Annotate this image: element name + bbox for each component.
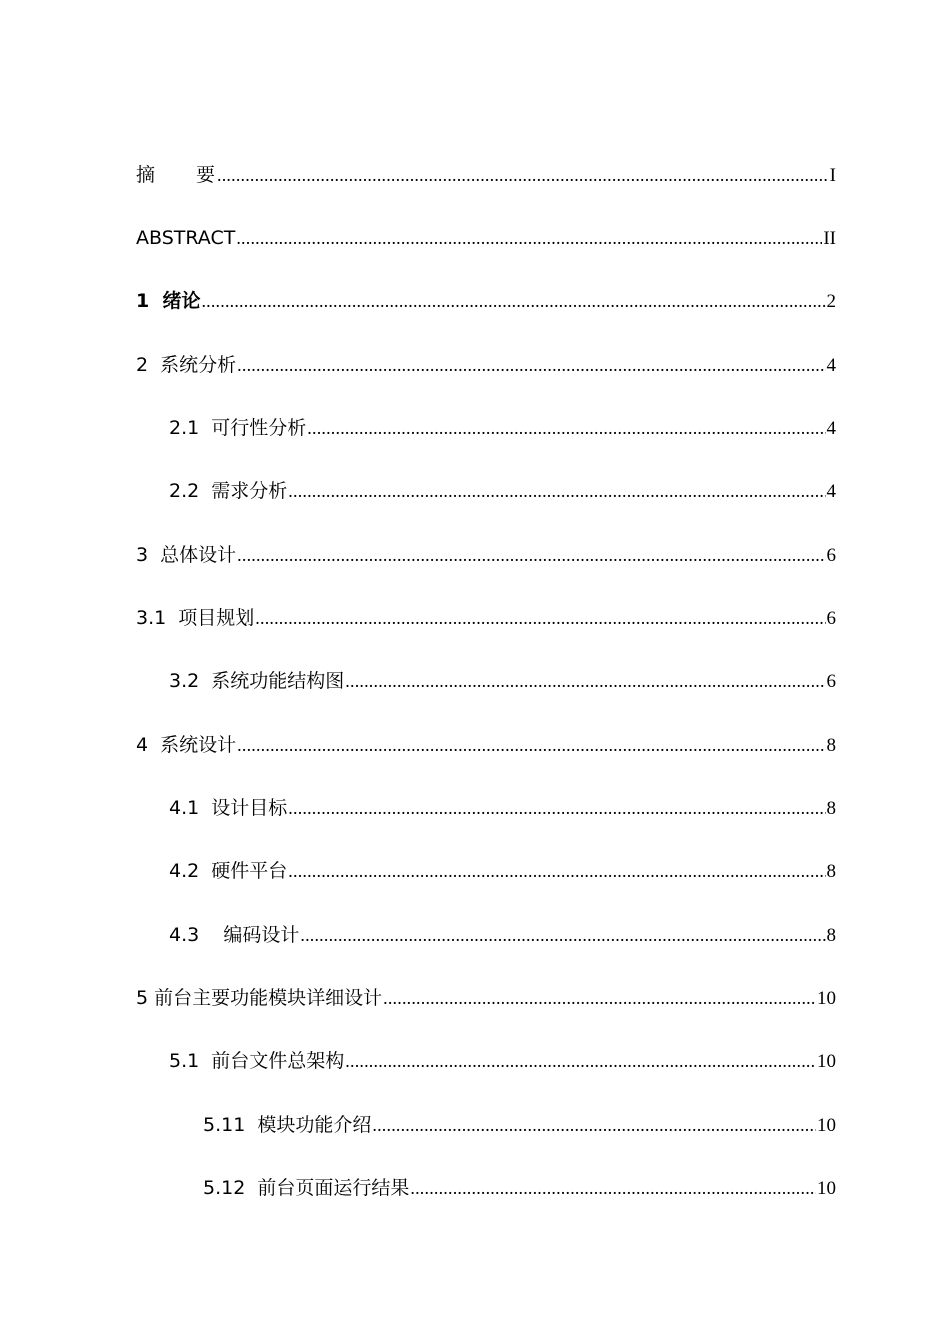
toc-leader-dots (237, 540, 825, 570)
toc-entry-page: 8 (826, 798, 836, 819)
toc-entry-page: 4 (826, 355, 836, 376)
toc-entry-page: 8 (826, 861, 836, 882)
toc-entry-page: 6 (826, 545, 836, 566)
toc-entry-section-4-2[interactable] (169, 856, 836, 886)
toc-leader-dots (201, 286, 825, 316)
toc-leader-dots (255, 603, 825, 633)
toc-leader-dots (237, 350, 825, 380)
toc-entry-chapter-5[interactable] (136, 983, 836, 1013)
toc-entry-chapter-1[interactable] (136, 286, 836, 316)
toc-entry-page: 2 (826, 291, 836, 312)
toc-entry-section-3-1[interactable] (136, 603, 836, 633)
toc-entry-abstract-en[interactable] (136, 223, 836, 253)
toc-leader-dots (410, 1173, 816, 1203)
toc-leader-dots (345, 1046, 816, 1076)
toc-entry-section-2-2[interactable] (169, 476, 836, 506)
toc-entry-page: 10 (817, 988, 836, 1009)
toc-entry-title: 5.1 前台文件总架构 (169, 1050, 345, 1072)
toc-entry-title: ABSTRACT (136, 227, 236, 249)
toc-leader-dots (236, 223, 822, 253)
toc-entry-section-5-11[interactable] (203, 1110, 836, 1140)
toc-entry-page: 10 (817, 1178, 836, 1199)
toc-entry-section-4-1[interactable] (169, 793, 836, 823)
toc-leader-dots (288, 476, 825, 506)
toc-entry-title: 3.2 系统功能结构图 (169, 670, 345, 692)
toc-entry-title: 4.3 编码设计 (169, 924, 300, 946)
toc-leader-dots (300, 920, 825, 950)
toc-leader-dots (217, 160, 829, 190)
toc-entry-page: II (823, 228, 836, 249)
toc-leader-dots (307, 413, 825, 443)
toc-entry-page: 6 (826, 608, 836, 629)
toc-entry-chapter-3[interactable] (136, 540, 836, 570)
toc-leader-dots (288, 856, 825, 886)
toc-entry-title: 4.1 设计目标 (169, 797, 288, 819)
toc-entry-title: 5.12 前台页面运行结果 (203, 1177, 410, 1199)
toc-entry-section-5-1[interactable] (169, 1046, 836, 1076)
toc-leader-dots (237, 730, 825, 760)
toc-entry-title: 2.2 需求分析 (169, 480, 288, 502)
toc-entry-title: 1 绪论 (136, 290, 201, 312)
toc-entry-page: 6 (826, 671, 836, 692)
toc-entry-section-4-3[interactable] (169, 920, 836, 950)
toc-leader-dots (383, 983, 816, 1013)
toc-entry-title: 3.1 项目规划 (136, 607, 255, 629)
toc-entry-chapter-4[interactable] (136, 730, 836, 760)
toc-leader-dots (372, 1110, 816, 1140)
toc-entry-title: 3 总体设计 (136, 544, 237, 566)
toc-entry-title: 4 系统设计 (136, 734, 237, 756)
toc-entry-page: 4 (826, 418, 836, 439)
toc-entry-title: 5.11 模块功能介绍 (203, 1114, 372, 1136)
toc-entry-title: 摘 要 (136, 164, 217, 186)
toc-entry-page: 4 (826, 481, 836, 502)
toc-entry-page: 10 (817, 1051, 836, 1072)
toc-entry-section-3-2[interactable] (169, 666, 836, 696)
toc-entry-page: I (829, 165, 836, 186)
toc-entry-chapter-2[interactable] (136, 350, 836, 380)
toc-entry-title: 2 系统分析 (136, 354, 237, 376)
toc-entry-title: 2.1 可行性分析 (169, 417, 307, 439)
toc-entry-section-2-1[interactable] (169, 413, 836, 443)
toc-entry-title: 5 前台主要功能模块详细设计 (136, 987, 383, 1009)
toc-entry-title: 4.2 硬件平台 (169, 860, 288, 882)
toc-entry-page: 8 (826, 735, 836, 756)
toc-entry-section-5-12[interactable] (203, 1173, 836, 1203)
toc-leader-dots (288, 793, 825, 823)
toc-leader-dots (345, 666, 825, 696)
toc-entry-abstract-cn[interactable] (136, 160, 836, 190)
toc-entry-page: 8 (826, 925, 836, 946)
toc-entry-page: 10 (817, 1115, 836, 1136)
